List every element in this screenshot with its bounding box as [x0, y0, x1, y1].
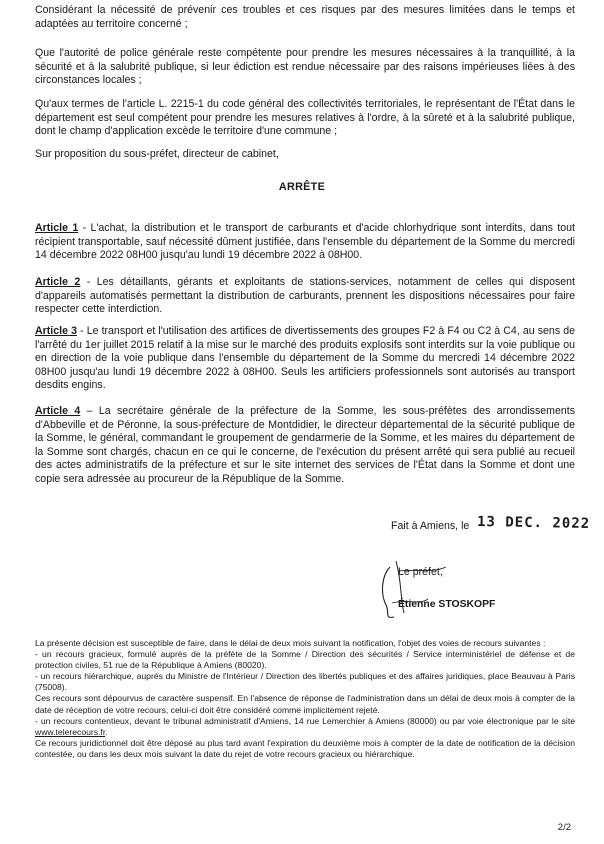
considerant-prevention: Considérant la nécessité de prévenir ces troubles et ces risques par des mesures limitées dans le temps et adaptées au territoire concerné ;	[35, 4, 575, 30]
date-stamp: 13 DEC. 2022	[476, 514, 591, 532]
voies-de-recours	[35, 638, 575, 760]
recours-hierarchique: - un recours hiérarchique, auprès du Ministre de l'Intérieur / Direction des libertés publiques et des affaires juridiques, place Beauvau à Paris (75008).	[35, 671, 575, 693]
article-1-sep: -	[78, 222, 91, 234]
article-1-text: L'achat, la distribution et le transport de carburants et d'acide chlorhydrique sont interdits, dans tout récipient transportable, sauf nécessité dûment justifiée, dans l'ensemble du département de la Somme du mercredi 14 décembre 2022 08H00 jusqu'au lundi 19 décembre 2022 à 08H00.	[35, 222, 575, 262]
article-4-label: Article 4	[35, 405, 81, 417]
recours-contentieux	[35, 716, 575, 738]
recours-contentieux-text: - un recours contentieux, devant le tribunal administratif d'Amiens, 14 rue Lemerchier à Amiens (80000) ou par voie électronique par le site	[35, 715, 575, 726]
article-4-text: La secrétaire générale de la préfecture de la Somme, les sous-préfètes des arrondissements d'Abbeville et de Péronne, la sous-préfecture de Montdidier, le directeur départemental de la sécurité publique de la Somme, le général, commandant le groupement de gendarmerie de la Somme, et les maires du département de la Somme sont chargés, chacun en ce qui le concerne, de l'exécution du présent arrêté qui sera publié au recueil des actes administratifs de la préfecture et sur le site internet des services de l'État dans la Somme et dont une copie sera adressée au procureur de la République de la Somme.	[35, 405, 576, 485]
signer-name: Étienne STOSKOPF	[398, 599, 496, 610]
recours-suspensif: Ces recours sont dépourvus de caractère suspensif. En l'absence de réponse de l'administration dans un délai de deux mois à compter de la date de réception de votre recours, celui-ci doit être considéré comme implicitement rejeté.	[35, 693, 575, 715]
recours-intro: La présente décision est susceptible de faire, dans le délai de deux mois suivant la notification, l'objet des voies de recours suivantes :	[35, 638, 546, 648]
arrete-title: ARRÊTE	[278, 181, 326, 193]
page-number: 2/2	[557, 822, 571, 833]
article-2	[35, 276, 575, 317]
article-4-sep: –	[80, 405, 99, 417]
article-4	[35, 405, 575, 487]
article-3-sep: -	[76, 325, 87, 337]
prefet-role: Le préfet,	[398, 566, 443, 578]
considerant-article-l2215: Qu'aux termes de l'article L. 2215-1 du code général des collectivités territoriales, le représentant de l'État dans le département est seul compétent pour prendre les mesures relatives à l'ordre, à la sûreté et à la salubrité publique, dont le champ d'application excède le territoire d'une commune ;	[35, 98, 575, 138]
recours-contentieux-end: .	[105, 726, 108, 737]
recours-gracieux: - un recours gracieux, formulé auprès de la préfète de la Somme / Direction des sécurités / Service interministériel de défense et de protection civiles, 51 rue de la République à Amiens (80020).	[35, 649, 575, 671]
telerecours-link[interactable]: www.telerecours.fr	[35, 726, 106, 737]
article-2-text: Les détaillants, gérants et exploitants de stations-services, notamment de celles qui disposent d'appareils automatisés permettant la distribution de carburants, prennent les dispositions nécessaires pour faire respecter cette interdiction.	[35, 276, 576, 316]
article-3-label: Article 3	[35, 325, 77, 337]
article-1-label: Article 1	[35, 222, 79, 234]
article-3	[35, 325, 575, 393]
recours-juridictionnel: Ce recours juridictionnel doit être déposé au plus tard avant l'expiration du deuxième mois à compter de la date de notification de la décision contestée, ou dans les deux mois suivant la date du rejet de votre recours gracieux ou hiérarchique.	[35, 737, 575, 759]
article-2-sep: -	[80, 276, 97, 288]
fait-a-amiens: Fait à Amiens, le	[391, 520, 470, 532]
article-2-label: Article 2	[35, 276, 81, 288]
sur-proposition: Sur proposition du sous-préfet, directeur de cabinet,	[35, 148, 279, 160]
article-1	[35, 222, 575, 263]
handwritten-signature	[376, 553, 462, 623]
article-3-text: Le transport et l'utilisation des artifices de divertissements des groupes F2 à F4 ou C2 à C4, au sens de l'arrêté du 1er juillet 2015 relatif à la mise sur le marché des produits explosifs sont interdits sur la voie publique ou en direction de la voie publique dans l'ensemble du département de la Somme du mercredi 14 décembre 2022 08H00 jusqu'au lundi 19 décembre 2022 à 08H00. Seuls les artificiers professionnels sont autorisés au transport desdits engins.	[35, 325, 575, 392]
considerant-autorite-police: Que l'autorité de police générale reste compétente pour prendre les mesures nécessaires à la tranquillité, à la sécurité et à la salubrité publique, si leur édiction est rendue nécessaire par des raisons impérieuses liées à des circonstances locales ;	[35, 47, 575, 87]
